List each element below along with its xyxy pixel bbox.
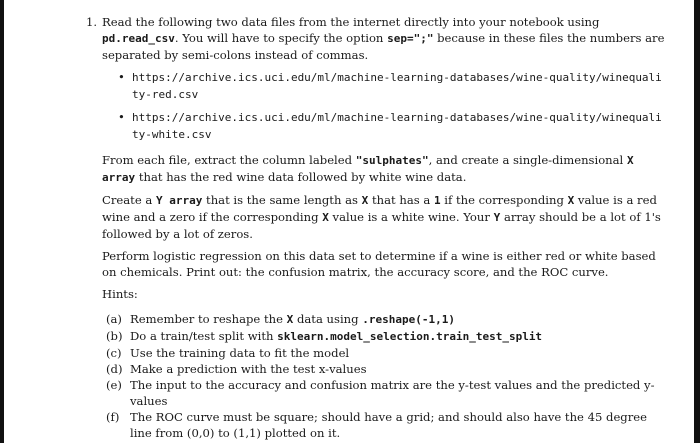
hint-c	[106, 345, 666, 361]
para2-text-6: value is a white wine. Your	[332, 210, 490, 224]
hint-label: (a)	[106, 312, 122, 326]
extract-paragraph	[102, 152, 666, 186]
hint-d-text: Make a prediction with the test x-values	[130, 362, 367, 376]
hint-d	[106, 361, 666, 377]
code-x-array: X array	[102, 154, 634, 184]
hint-b	[106, 328, 666, 345]
hints-list	[102, 311, 666, 441]
hint-a-text-2: data using	[296, 312, 359, 326]
code-one: 1	[433, 194, 441, 207]
code-reshape: .reshape(-1,1)	[362, 313, 455, 326]
url-item-red	[118, 69, 666, 103]
bullet-icon: •	[118, 110, 125, 124]
intro-paragraph	[102, 14, 666, 63]
item-number: 1.	[86, 15, 98, 29]
hint-label: (d)	[106, 362, 123, 376]
assignment-document	[86, 14, 666, 441]
url-item-white	[118, 109, 666, 143]
hint-a	[106, 311, 666, 328]
hint-e	[106, 377, 666, 409]
code-y-array: Y array	[156, 194, 203, 207]
url-red-wine: https://archive.ics.uci.edu/ml/machine-learning-databases/wine-quality/winequality-red.csv	[132, 71, 662, 101]
hint-e-text: The input to the accuracy and confusion matrix are the y-test values and the predicted y-values	[130, 378, 655, 408]
code-x: X	[567, 194, 575, 207]
hint-label: (f)	[106, 410, 120, 424]
code-y: Y	[493, 211, 501, 224]
hint-a-text-1: Remember to reshape the	[130, 312, 283, 326]
code-x: X	[286, 313, 294, 326]
item-body	[102, 14, 666, 441]
hint-c-text: Use the training data to fit the model	[130, 346, 350, 360]
hint-f-text: The ROC curve must be square; should have a grid; and should also have the 45 degree line from (0,0) to (1,1) plotted on it.	[130, 410, 647, 440]
y-array-paragraph	[102, 192, 666, 242]
bullet-icon: •	[118, 70, 125, 84]
code-sep-option: sep=";"	[387, 32, 434, 45]
url-white-wine: https://archive.ics.uci.edu/ml/machine-learning-databases/wine-quality/winequality-white.csv	[132, 111, 662, 141]
code-x: X	[361, 194, 369, 207]
code-x: X	[322, 211, 329, 224]
hint-label: (b)	[106, 329, 123, 343]
enumerated-item-1	[86, 14, 666, 441]
hint-b-text-1: Do a train/test split with	[130, 329, 274, 343]
para1-text-1: From each file, extract the column labeled	[102, 153, 353, 167]
left-window-edge	[0, 0, 4, 443]
para2-text-3: that has a	[371, 193, 431, 207]
para2-text-7: array should be a lot of 1's followed by a lot of zeros.	[102, 210, 661, 241]
intro-text-2: .	[174, 31, 179, 45]
intro-text-3: You will have to specify the option	[182, 31, 384, 45]
hints-label: Hints:	[102, 287, 138, 301]
right-window-edge	[694, 0, 700, 443]
para1-text-2: , and create a single-dimensional	[428, 153, 624, 167]
para2-text-5: value is a red wine and a zero if the corresponding	[102, 193, 657, 224]
para2-text-2: that is the same length as	[206, 193, 358, 207]
intro-text-4: because in these files the numbers are separated by semi-colons instead of commas.	[102, 31, 665, 62]
code-read-csv: pd.read_csv	[102, 32, 175, 45]
regression-paragraph: Perform logistic regression on this data set to determine if a wine is either red or white based on chemicals. Print out: the confusion matrix, the accuracy score, and the ROC curve.	[102, 249, 656, 279]
para1-text-3: that has the red wine data followed by white wine data.	[138, 170, 467, 184]
para2-text-1: Create a	[102, 193, 153, 207]
intro-text-1: Read the following two data files from the internet directly into your notebook using	[102, 15, 600, 29]
code-sulphates: "sulphates"	[355, 154, 429, 167]
url-list	[102, 69, 666, 143]
hint-label: (c)	[106, 346, 122, 360]
hint-label: (e)	[106, 378, 122, 392]
code-train-test-split: sklearn.model_selection.train_test_split	[277, 330, 543, 343]
para2-text-4: if the corresponding	[444, 193, 564, 207]
hint-f	[106, 409, 666, 441]
